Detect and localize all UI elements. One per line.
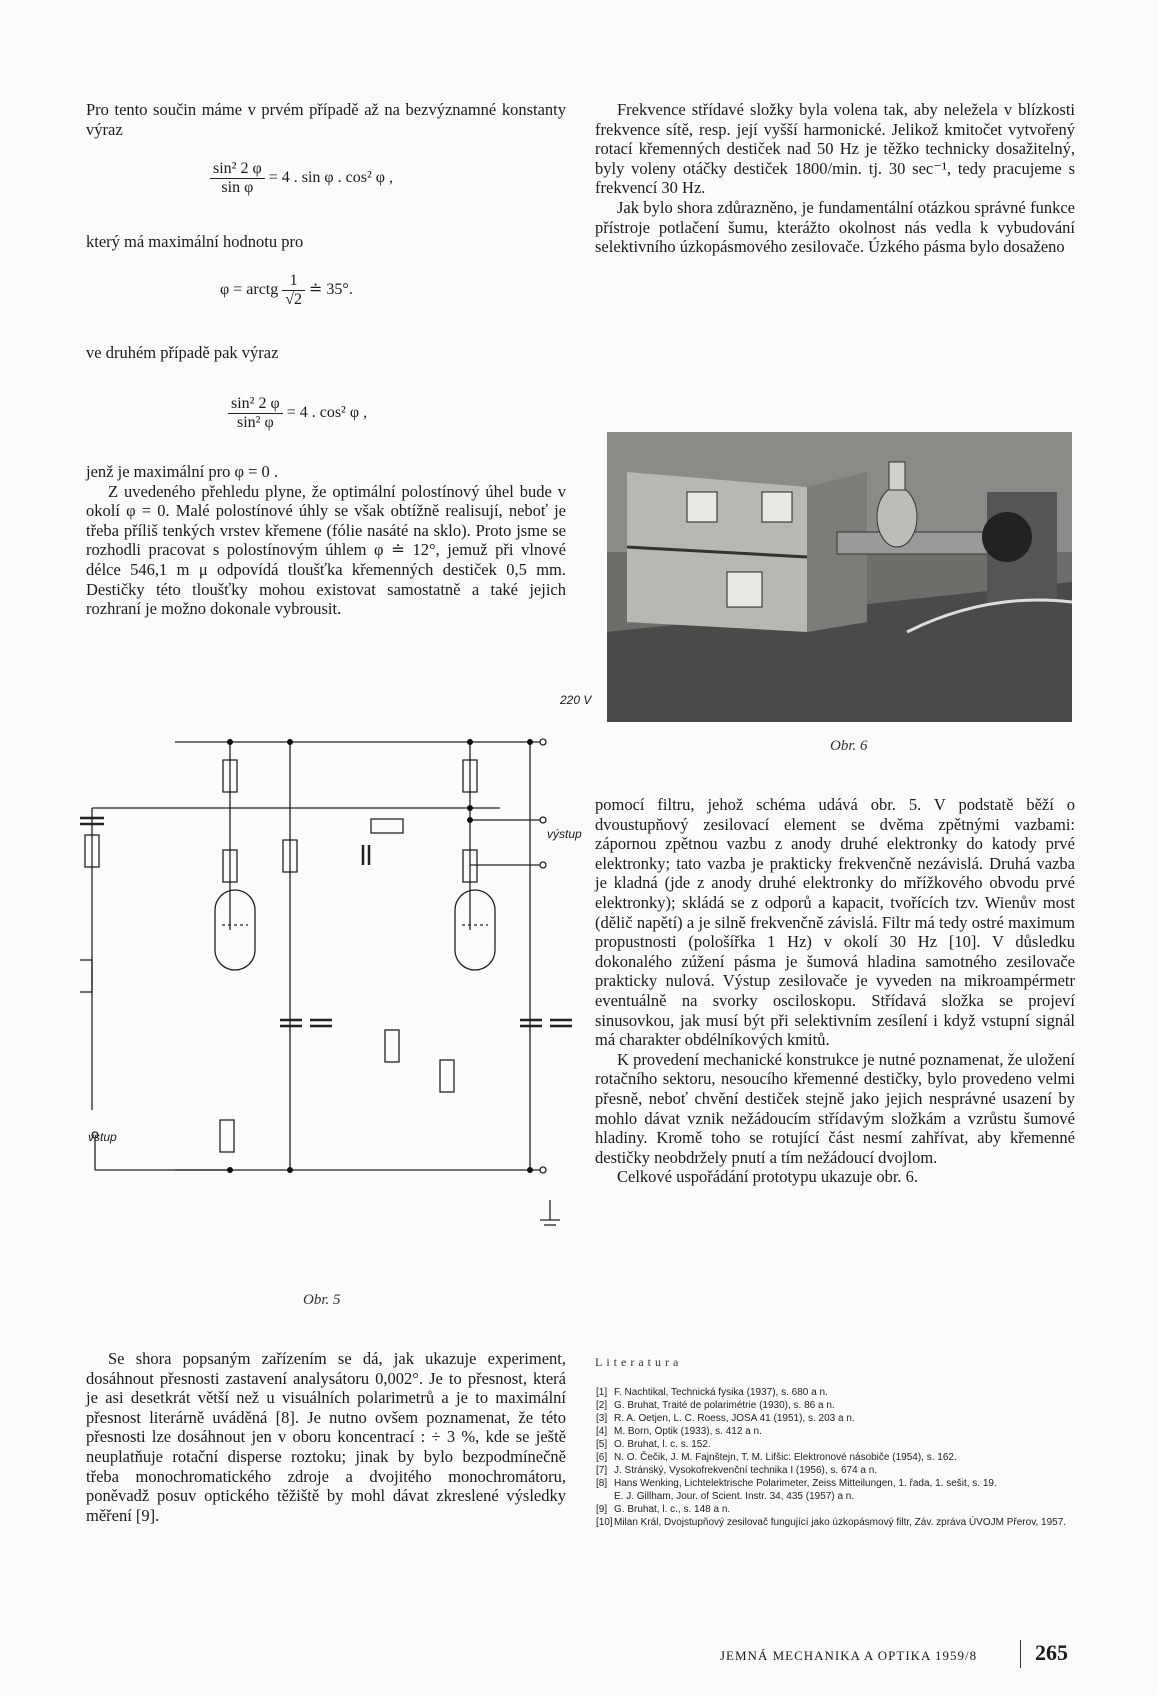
right-paragraph-1: Frekvence střídavé složky byla volena tak, aby neležela v blízkosti frekvence sítě, resp. její vyšší harmonické. Jelikož kmitočet vytvořený rotací křemenných destiček nad 50 Hz je těžko technicky dosažitelný, byly voleny otáčky destiček 1800/min. tj. 30 sec⁻¹, tedy pracujeme s frekvencí 30 Hz. <box>595 100 1075 198</box>
reference-item: [3] R. A. Oetjen, L. C. Roess, JOSA 41 (1951), s. 203 a n. <box>596 1413 855 1424</box>
page-number: 265 <box>1035 1640 1068 1665</box>
right-paragraph-2: Jak bylo shora zdůrazněno, je fundamentální otázkou správné funkce přístroje potlačení šumu, kterážto okolnost nás vedla k vybudování selektivního úzkopásmového zesilovače. Úzkého pásma bylo dosaženo <box>595 197 1075 257</box>
left-body-1 <box>86 462 566 619</box>
right-paragraph-3: pomocí filtru, jehož schéma udává obr. 5. V podstatě běží o dvoustupňový zesilovací element se dvěma zpětnými vazbami: zápornou zpětnou vazbu z anody druhé elektronky do katody prvé elektronky; tato vazba je prakticky frekvenčně nezávislá. Druhá vazba je kladná (jde z anody druhé elektronky do mřížkového obvodu prvé elektronky); skládá se z odporů a kapacit, tvořících tzv. Wienův most (dělič napětí) a je silně frekvenčně závislá. Filtr má tedy ostré maximum propustnosti (pološířka 1 Hz) v okolí 30 Hz [10]. V důsledku dokonalého zúžení pásma je šumová hladina samotného zesilovače prakticky nulová. Výstup zesilovače je vyveden na mikroampérmetr eventuálně na svorky osciloskopu. Střídavá složka se projeví sinusovkou, jak musí být při selektivním zesílení i když vstupní signál má charakter obdélníkových kmitů. <box>595 795 1075 1050</box>
formula-2-num: 1 <box>282 272 305 291</box>
reference-list <box>596 1386 1076 1529</box>
intro-text: Pro tento součin máme v prvém případě až na bezvýznamné konstanty výraz <box>86 100 566 139</box>
formula-3-rhs: = 4 . cos² φ , <box>286 404 368 422</box>
right-body-1 <box>595 100 1075 257</box>
reference-item: [1] F. Nachtikal, Technická fysika (1937), s. 680 a n. <box>596 1387 828 1398</box>
reference-item: [5] O. Bruhat, l. c. s. 152. <box>596 1439 711 1450</box>
label-vystup: výstup <box>547 827 582 841</box>
formula-3-den: sin² φ <box>237 414 274 431</box>
reference-item: [6] N. O. Čečik, J. M. Fajnštejn, T. M. Lifšic: Elektronové násobiče (1954), s. 162. <box>596 1452 957 1463</box>
formula-3-num: sin² 2 φ <box>228 395 283 414</box>
right-body-2 <box>595 795 1075 1187</box>
left-text3 <box>86 343 566 363</box>
paragraph-1: Z uvedeného přehledu plyne, že optimální polostínový úhel bude v okolí φ = 0. Malé polostínové úhly se však obtížně realisují, neboť je třeba příliš tenkých vrstev křemene (fólie nasáté na sklo). Proto jsme se rozhodli pracovat s polostínovým úhlem φ ≐ 12°, jemuž při vlnové délce 546,1 m μ odpovídá tloušťka křemenných destiček 0,5 mm. Destičky této tloušťky mohou existovat samostatně a také jejich rozhraní je možno dokonale vybrousit. <box>86 481 566 619</box>
left-intro <box>86 100 566 139</box>
literature-title: Literatura <box>595 1355 683 1369</box>
formula-2 <box>220 272 353 309</box>
label-vstup: vstup <box>88 1130 117 1144</box>
reference-item: [8] Hans Wenking, Lichtelektrische Polarimeter, Zeiss Mitteilungen, 1. řada, 1. sešit, s. 19. <box>596 1478 997 1489</box>
left-text2 <box>86 232 566 252</box>
text-4: jenž je maximální pro φ = 0 . <box>86 462 279 481</box>
text-3: ve druhém případě pak výraz <box>86 343 279 362</box>
label-220v: 220 V <box>560 693 592 707</box>
figure-6-caption: Obr. 6 <box>830 738 868 754</box>
right-paragraph-5: Celkové uspořádání prototypu ukazuje obr. 6. <box>617 1167 919 1187</box>
formula-1 <box>210 160 393 197</box>
prototype-photo <box>607 432 1072 722</box>
reference-item: [10] Milan Král, Dvojstupňový zesilovač fungující jako úzkopásmový filtr, Záv. zpráva ÚVOJM Přerov, 1957. <box>596 1517 1067 1528</box>
text-2: který má maximální hodnotu pro <box>86 232 304 251</box>
journal-footer: JEMNÁ MECHANIKA A OPTIKA 1959/8 <box>720 1648 978 1663</box>
footer-divider <box>1020 1640 1021 1668</box>
formula-2-lhs: φ = arctg <box>220 281 279 299</box>
reference-item: [9] G. Bruhat, l. c., s. 148 a n. <box>596 1504 731 1515</box>
formula-2-rhs: ≐ 35°. <box>309 281 353 299</box>
formula-1-num: sin² 2 φ <box>210 160 265 179</box>
paragraph-2: Se shora popsaným zařízením se dá, jak ukazuje experiment, dosáhnout přesnosti zastavení analysátoru 0,002°. Je to přesnost, která je asi desetkrát větší než u visuálních polarimetrů a je to maximální přesnost literárně uváděná [8]. Je nutno ovšem poznamenat, že této přesnosti lze dosáhnout jen v oboru koncentrací : ÷ 3 %, kde se ještě neuplatňuje rotační disperse roztoku; jinak by bylo bezpodmínečně třeba monochromatického zdroje a dvojitého monochromátoru, poněvadž posuv optického těžiště by mohl dávat zkreslené výsledky měření [9]. <box>86 1349 566 1525</box>
formula-3 <box>228 395 367 432</box>
formula-1-den: sin φ <box>221 179 254 196</box>
figure-5-caption: Obr. 5 <box>303 1292 341 1308</box>
formula-2-den: √2 <box>285 291 303 308</box>
reference-item: E. J. Gillham, Jour. of Scient. Instr. 34, 435 (1957) a n. <box>614 1491 855 1502</box>
right-paragraph-4: K provedení mechanické konstrukce je nutné poznamenat, že uložení rotačního sektoru, nesoucího křemenné destičky, bylo provedeno velmi přesně, neboť chvění destiček stejně jako jejich nesprávné usazení by mohlo dávat vznik nežádoucím střídavým složkám a vzrůstu šumové hladiny. Kromě toho se rotující část nesmí zahřívat, aby křemenné destičky neobdržely pnutí a tím nežádoucí dvojlom. <box>595 1049 1075 1167</box>
reference-item: [7] J. Stránský, Vysokofrekvenční technika I (1956), s. 674 a n. <box>596 1465 878 1476</box>
amplifier-schematic <box>80 720 580 1300</box>
reference-item: [4] M. Born, Optik (1933), s. 412 a n. <box>596 1426 762 1437</box>
reference-item: [2] G. Bruhat, Traité de polarimétrie (1930), s. 86 a n. <box>596 1400 835 1411</box>
left-body-2 <box>86 1349 566 1525</box>
formula-1-rhs: = 4 . sin φ . cos² φ , <box>268 169 393 187</box>
